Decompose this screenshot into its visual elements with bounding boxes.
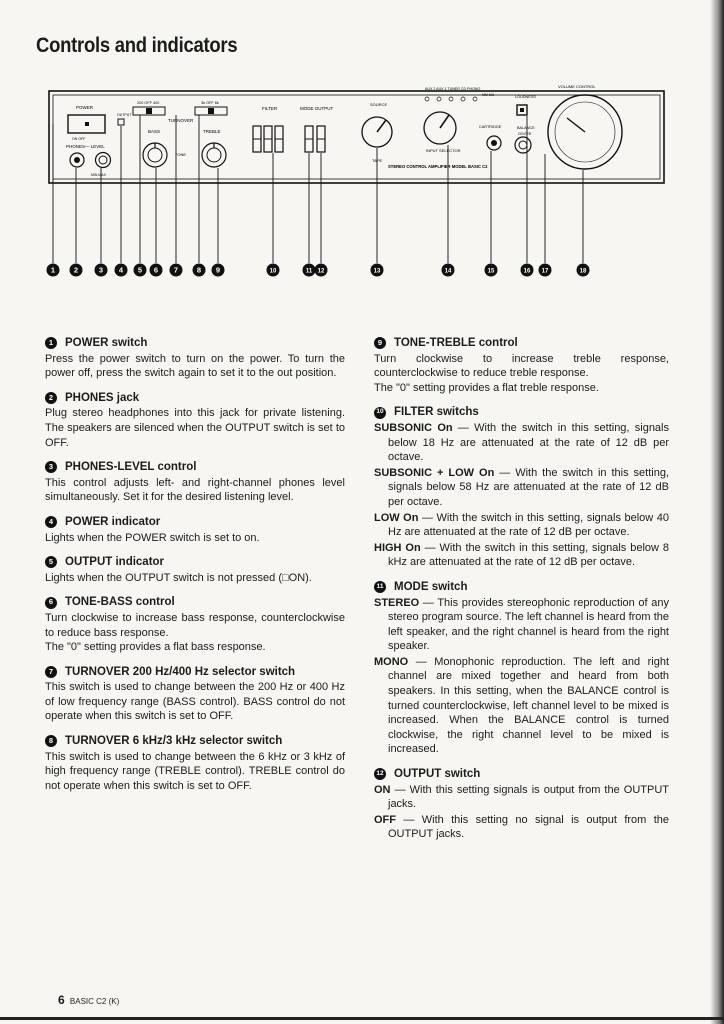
section-heading (374, 580, 669, 595)
callout-leaders (53, 115, 583, 263)
callout-numbers (47, 264, 590, 277)
section-title: MODE switch (394, 580, 468, 593)
definition-term: LOW On (374, 511, 419, 524)
section-number-badge: 11 (374, 581, 386, 593)
callout-number-3: 3 (98, 265, 104, 275)
footer-model: BASIC C2 (K) (69, 997, 120, 1006)
page-number: 6 (58, 993, 65, 1007)
section-title: POWER indicator (65, 515, 161, 528)
page-footer (58, 993, 119, 1007)
panel-label-output: OUTPUT (117, 113, 132, 117)
panel-label-power: POWER (76, 105, 94, 110)
panel-label-cartridge: CARTRIDGE (479, 125, 502, 129)
section-4 (45, 515, 345, 545)
panel-label-balance: BALANCE (517, 126, 535, 130)
section-9 (374, 336, 669, 395)
section-11 (374, 580, 669, 757)
section-paragraph: This switch is used to change between the 6 kHz or 3 kHz of high frequency range (TREBLE control). TREBLE control do not operate when this switch is set to OFF. (45, 750, 345, 792)
section-heading (45, 515, 345, 530)
section-number-badge: 3 (45, 461, 57, 473)
right-column (374, 336, 669, 852)
power-indicator (85, 122, 89, 126)
callout-number-9: 9 (215, 265, 221, 275)
section-3 (45, 460, 345, 505)
phones-level-knob-inner (99, 156, 107, 164)
definition-item (374, 466, 669, 510)
section-heading (45, 595, 345, 610)
section-body (45, 611, 345, 655)
section-heading (45, 555, 345, 570)
section-heading (45, 460, 345, 475)
section-5 (45, 555, 345, 585)
section-number-badge: 4 (45, 516, 57, 528)
definition-text: — With this setting signals is output from the OUTPUT jacks. (388, 783, 670, 811)
panel-label-filter: FILTER (262, 106, 278, 111)
section-12 (374, 767, 669, 842)
treble-knob-inner (207, 148, 221, 162)
panel-label-min-max: MIN MAX (91, 173, 106, 177)
panel-label-mode-output: MODE OUTPUT (300, 106, 334, 111)
section-body (45, 571, 345, 586)
callout-number-17: 17 (541, 268, 549, 275)
section-title: TURNOVER 200 Hz/400 Hz selector switch (65, 665, 296, 678)
section-body (374, 783, 669, 842)
definition-item (374, 783, 669, 812)
section-heading (45, 734, 345, 749)
section-title: PHONES jack (65, 391, 140, 404)
panel-label-treble: TREBLE (203, 129, 221, 134)
definition-item (374, 655, 669, 757)
section-number-badge: 9 (374, 337, 386, 349)
callout-number-5: 5 (137, 265, 143, 275)
panel-label-inputs: AUX 2 AUX 1 TUNER CD PHONO (425, 87, 481, 91)
definition-term: MONO (374, 655, 409, 668)
callout-number-16: 16 (523, 268, 531, 275)
panel-label-turnover: TURNOVER (168, 118, 194, 123)
panel-label-source: SOURCE (370, 102, 388, 107)
panel-label-phones: PHONES— LEVEL (66, 144, 105, 149)
callout-number-4: 4 (118, 265, 124, 275)
phones-jack-center (74, 157, 80, 163)
callout-number-6: 6 (153, 265, 159, 275)
section-heading (45, 391, 345, 406)
panel-label-center: CENTER (518, 132, 532, 136)
section-paragraph: Press the power switch to turn on the power. To turn the power off, press the switch again to set it to the out position. (45, 352, 345, 380)
section-title: OUTPUT switch (394, 768, 481, 781)
panel-label-volume: VOLUME CONTROL (558, 84, 596, 89)
section-title: TURNOVER 6 kHz/3 kHz selector switch (65, 735, 283, 748)
panel-label-model: STEREO CONTROL AMPLIFIER MODEL BASIC C2 (388, 164, 488, 169)
section-paragraph: Lights when the OUTPUT switch is not pressed (□ON). (45, 571, 312, 584)
panel-label-loudness: LOUDNESS (515, 95, 536, 99)
section-number-badge: 2 (45, 392, 57, 404)
callout-number-14: 14 (444, 268, 452, 275)
left-column (45, 336, 345, 803)
callout-number-11: 11 (305, 268, 313, 275)
definition-term: HIGH On (374, 541, 421, 554)
definition-text: — Monophonic reproduction. The left and right channel are mixed together and heard from both speakers. In this setting, when the BALANCE control is turned counterclockwise, left channel level to be mixed is increased. When the BALANCE control is turned clockwise, the right channel level to be mixed is increased. (388, 655, 670, 756)
section-body (45, 476, 345, 505)
section-number-badge: 12 (374, 768, 386, 780)
definition-item (374, 421, 669, 465)
callout-number-1: 1 (50, 265, 56, 275)
section-paragraph: Lights when the POWER switch is set to on. (45, 531, 260, 544)
section-6 (45, 595, 345, 654)
balance-knob (515, 137, 531, 153)
callout-number-7: 7 (173, 265, 179, 275)
phones-level-knob (96, 153, 111, 168)
turnover-bass-lever (146, 108, 152, 114)
callout-number-2: 2 (73, 265, 79, 275)
section-heading (374, 336, 669, 351)
section-number-badge: 10 (374, 407, 386, 419)
definition-text: — With the switch in this setting, signals below 8 kHz are attenuated at the rate of 12 dB per octave. (388, 541, 669, 569)
callout-number-8: 8 (196, 265, 202, 275)
panel-label-on-off: ON OFF (72, 137, 86, 141)
panel-label-bass: BASS (148, 129, 161, 134)
section-body (374, 421, 669, 570)
section-title: FILTER switchs (394, 406, 479, 419)
output-indicator (118, 119, 124, 125)
section-heading (374, 405, 669, 420)
callout-number-15: 15 (487, 268, 495, 275)
panel-label-turnover-treble: 3k OFF 6k (201, 101, 219, 105)
section-paragraph: This control adjusts left- and right-channel phones level simultaneously. Set it for the desired listening level. (45, 476, 345, 504)
section-1 (45, 336, 345, 381)
section-8 (45, 734, 345, 793)
definition-term: ON (374, 783, 391, 796)
panel-inner-frame (53, 95, 660, 179)
section-10 (374, 405, 669, 570)
section-heading (45, 336, 345, 351)
section-paragraph: Plug stereo headphones into this jack for private listening. The speakers are silenced when the OUTPUT switch is set to OFF. (45, 407, 345, 449)
amplifier-panel (49, 84, 664, 183)
definition-text: — With this setting no signal is output from the OUTPUT jacks. (388, 813, 670, 841)
panel-label-turnover-bass: 200 OFF 400 (137, 101, 160, 105)
section-number-badge: 1 (45, 337, 57, 349)
section-number-badge: 5 (45, 556, 57, 568)
section-paragraph: Turn clockwise to increase bass response, counterclockwise to reduce bass response. (45, 611, 345, 639)
definition-term: SUBSONIC On (374, 421, 453, 434)
panel-label-mm-mc: MM MC (482, 93, 495, 97)
section-body (374, 352, 669, 396)
section-2 (45, 391, 345, 450)
definition-item (374, 511, 669, 540)
section-number-badge: 6 (45, 597, 57, 609)
section-title: OUTPUT indicator (65, 556, 165, 569)
definition-text: — With the switch in this setting, signals below 18 Hz are attenuated at the rate of 12 dB per octave. (388, 421, 669, 464)
definition-term: STEREO (374, 596, 420, 609)
callout-number-12: 12 (317, 268, 325, 275)
section-body (45, 406, 345, 450)
bass-knob-inner (148, 148, 162, 162)
section-body (45, 680, 345, 724)
section-paragraph: This switch is used to change between the 200 Hz or 400 Hz of low frequency range (BASS control). BASS control do not operate when this switch is set to OFF. (45, 681, 345, 723)
section-7 (45, 665, 345, 724)
section-body (45, 531, 345, 546)
section-paragraph: Turn clockwise to increase treble response, counterclockwise to reduce treble response. (374, 352, 669, 380)
section-title: PHONES-LEVEL control (65, 461, 197, 474)
front-panel-diagram (0, 0, 724, 300)
turnover-treble-lever (208, 108, 214, 114)
section-title: POWER switch (65, 337, 148, 349)
definition-text: — This provides stereophonic reproduction of any stereo program source. The left channel is heard from the left speaker, and the right channel is heard from the right speaker. (388, 596, 669, 653)
definition-item (374, 596, 669, 654)
panel-label-tone: TONE (175, 152, 187, 157)
section-body (374, 596, 669, 758)
section-title: TONE-TREBLE control (394, 337, 518, 349)
section-paragraph: The "0" setting provides a flat bass response. (45, 641, 266, 654)
definition-term: SUBSONIC + LOW On (374, 466, 495, 479)
section-paragraph: The "0" setting provides a flat treble response. (374, 381, 599, 394)
definition-item (374, 541, 669, 570)
page-title: Controls and indicators (36, 34, 238, 57)
definition-term: OFF (374, 813, 396, 826)
callout-number-10: 10 (269, 268, 277, 275)
callout-number-18: 18 (579, 268, 587, 275)
definition-item (374, 813, 669, 842)
panel-label-input-selector: INPUT SELECTOR (426, 148, 461, 153)
section-number-badge: 8 (45, 735, 57, 747)
section-heading (45, 665, 345, 680)
panel-label-tape: TAPE (372, 158, 383, 163)
scan-bottom-edge (0, 1017, 724, 1020)
section-body (45, 352, 345, 381)
section-title: TONE-BASS control (65, 596, 175, 609)
section-number-badge: 7 (45, 666, 57, 678)
callout-number-13: 13 (373, 268, 381, 275)
definition-text: — With the switch in this setting, signals below 40 Hz are attenuated at the rate of 12 dB per octave. (388, 511, 669, 539)
scan-edge-shadow (710, 0, 724, 1024)
section-heading (374, 767, 669, 782)
definition-text: — With the switch in this setting, signals below 58 Hz are attenuated at the rate of 12 dB per octave. (388, 466, 670, 508)
section-body (45, 750, 345, 794)
